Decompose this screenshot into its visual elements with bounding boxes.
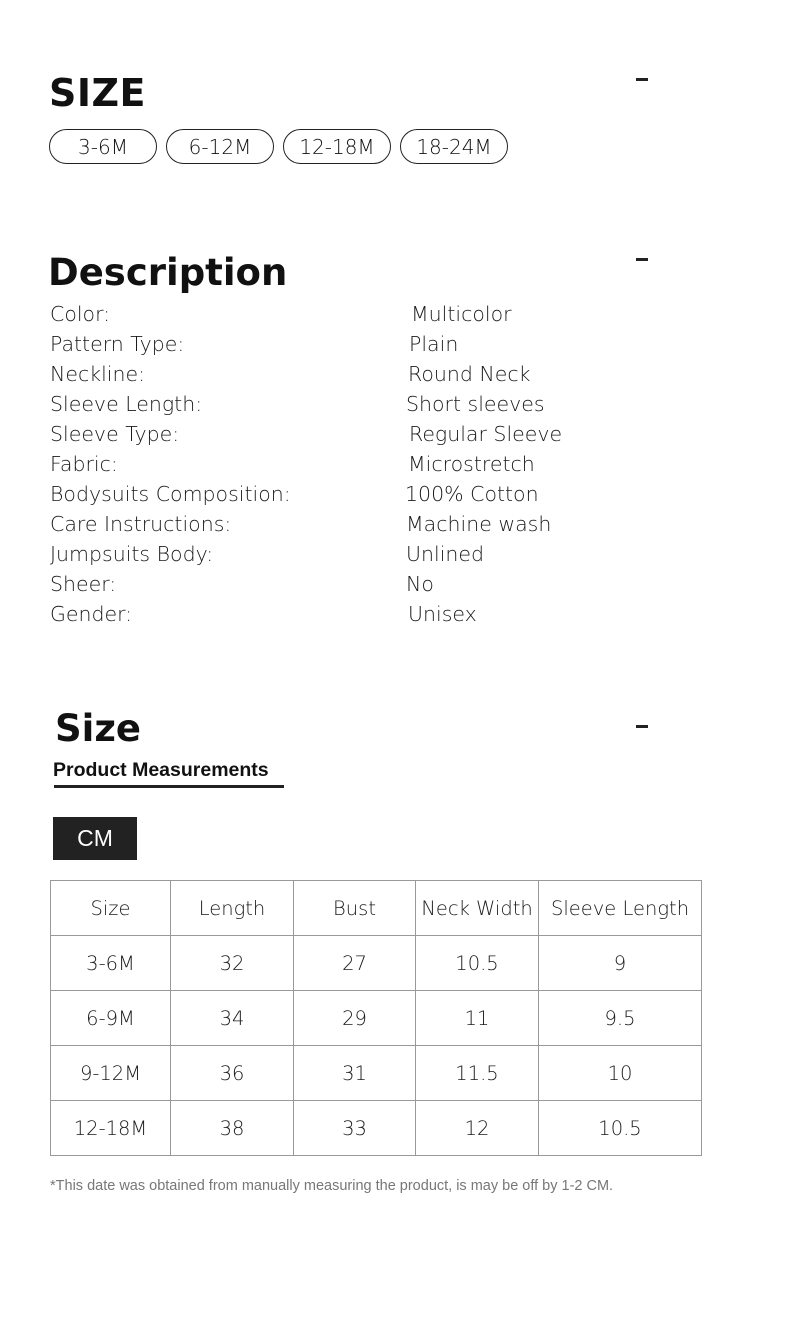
table-cell: 11.5 [416, 1046, 539, 1101]
size-options [49, 129, 508, 164]
description-row [50, 569, 650, 599]
description-value: Round Neck [408, 362, 531, 386]
description-label: Sleeve Length: [50, 392, 203, 416]
table-cell: 32 [171, 936, 294, 991]
table-cell: 33 [294, 1101, 416, 1156]
description-row [50, 329, 650, 359]
tab-product-measurements[interactable]: Product Measurements [53, 759, 269, 781]
column-header: Length [171, 881, 294, 936]
table-cell: 12-18M [51, 1101, 171, 1156]
table-row [51, 936, 702, 991]
description-label: Sleeve Type: [50, 422, 180, 446]
table-cell: 12 [416, 1101, 539, 1156]
column-header: Neck Width [416, 881, 539, 936]
unit-cm-button[interactable]: CM [53, 817, 137, 860]
description-row [50, 359, 650, 389]
description-value: Short sleeves [406, 392, 545, 416]
description-label: Pattern Type: [50, 332, 185, 356]
table-cell: 38 [171, 1101, 294, 1156]
active-tab-underline [54, 785, 284, 788]
description-title: Description [48, 251, 288, 294]
table-cell: 31 [294, 1046, 416, 1101]
description-label: Color: [50, 302, 111, 326]
table-row [51, 1046, 702, 1101]
table-row [51, 991, 702, 1046]
table-cell: 6-9M [51, 991, 171, 1046]
table-cell: 3-6M [51, 936, 171, 991]
size-option-6-12m[interactable]: 6-12M [166, 129, 274, 164]
description-label: Sheer: [50, 572, 117, 596]
size-option-3-6m[interactable]: 3-6M [49, 129, 157, 164]
size-option-12-18m[interactable]: 12-18M [283, 129, 391, 164]
description-label: Fabric: [50, 452, 118, 476]
table-cell: 10 [539, 1046, 702, 1101]
column-header: Sleeve Length [539, 881, 702, 936]
description-value: Microstretch [408, 452, 535, 476]
description-row [50, 299, 650, 329]
description-row [50, 539, 650, 569]
table-cell: 9 [539, 936, 702, 991]
description-value: Multicolor [411, 302, 512, 326]
collapse-measurements-icon[interactable] [636, 725, 648, 728]
table-cell: 10.5 [539, 1101, 702, 1156]
description-list [50, 299, 650, 629]
description-row [50, 509, 650, 539]
table-cell: 9-12M [51, 1046, 171, 1101]
description-value: Regular Sleeve [409, 422, 563, 446]
description-label: Gender: [50, 602, 133, 626]
column-header: Bust [294, 881, 416, 936]
table-header-row [51, 881, 702, 936]
measurements-table [50, 880, 702, 1156]
table-cell: 29 [294, 991, 416, 1046]
description-label: Neckline: [50, 362, 145, 386]
description-row [50, 449, 650, 479]
measurements-title: Size [55, 707, 141, 750]
table-cell: 27 [294, 936, 416, 991]
description-label: Bodysuits Composition: [50, 482, 291, 506]
collapse-description-icon[interactable] [636, 258, 648, 261]
description-label: Care Instructions: [50, 512, 232, 536]
description-value: 100% Cotton [405, 482, 539, 506]
description-value: Machine wash [406, 512, 552, 536]
description-row [50, 479, 650, 509]
description-row [50, 599, 650, 629]
description-row [50, 389, 650, 419]
measurement-disclaimer: *This date was obtained from manually measuring the product, is may be off by 1-2 CM. [50, 1178, 614, 1194]
description-row [50, 419, 650, 449]
description-label: Jumpsuits Body: [50, 542, 214, 566]
table-row [51, 1101, 702, 1156]
table-cell: 34 [171, 991, 294, 1046]
size-section-title: SIZE [49, 71, 147, 115]
description-value: Unisex [408, 602, 477, 626]
table-cell: 36 [171, 1046, 294, 1101]
size-option-18-24m[interactable]: 18-24M [400, 129, 508, 164]
table-cell: 11 [416, 991, 539, 1046]
collapse-size-icon[interactable] [636, 78, 648, 81]
description-value: Plain [409, 332, 459, 356]
table-cell: 10.5 [416, 936, 539, 991]
column-header: Size [51, 881, 171, 936]
description-value: No [406, 572, 434, 596]
table-cell: 9.5 [539, 991, 702, 1046]
description-value: Unlined [406, 542, 485, 566]
